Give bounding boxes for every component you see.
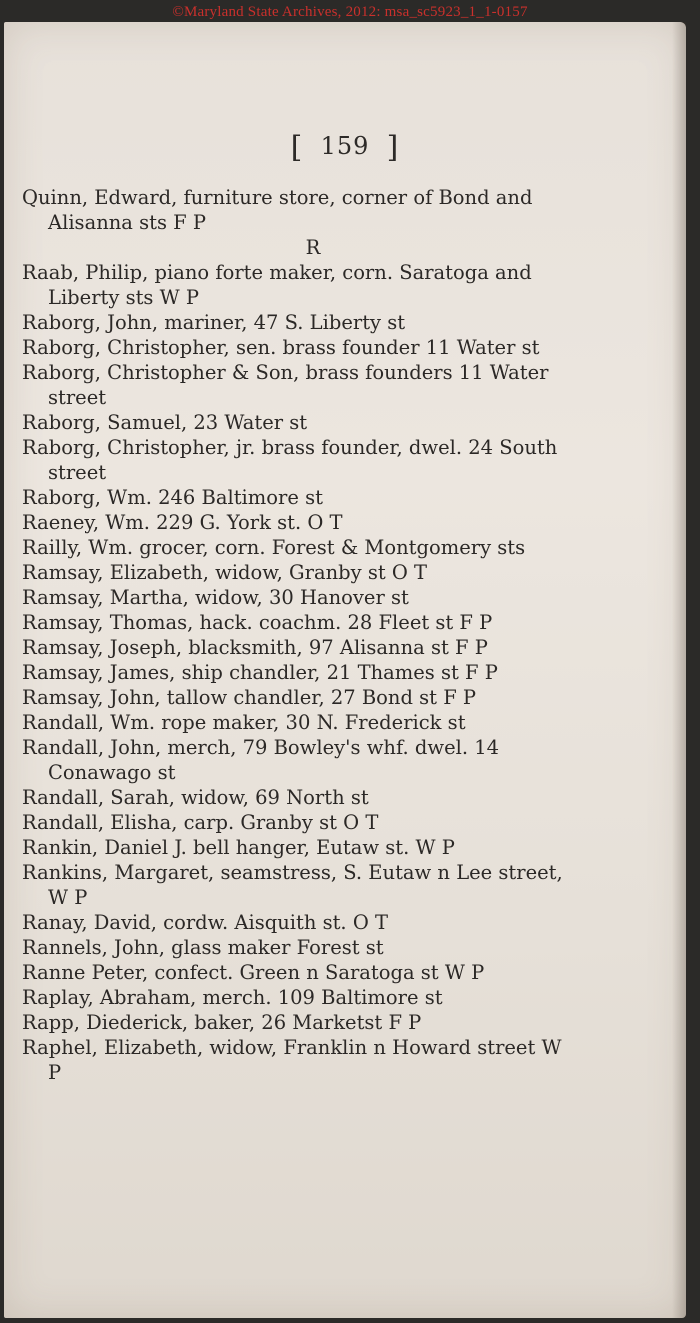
directory-entry: Raeney, Wm. 229 G. York st. O T (22, 511, 343, 534)
directory-entry: Randall, Elisha, carp. Granby st O T (22, 811, 379, 834)
directory-entry: Rankin, Daniel J. bell hanger, Eutaw st. W P (22, 836, 455, 859)
directory-entry: Raborg, Christopher, jr. brass founder, dwel. 24 South street (22, 436, 558, 484)
section-letter: R (305, 236, 321, 259)
directory-entry: Randall, Wm. rope maker, 30 N. Frederick st (22, 711, 466, 734)
directory-entry: Ramsay, John, tallow chandler, 27 Bond st F P (22, 686, 477, 709)
directory-entry: Randall, Sarah, widow, 69 North st (22, 786, 369, 809)
directory-entry: Raborg, Wm. 246 Baltimore st (22, 486, 323, 509)
directory-entry: Randall, John, merch, 79 Bowley's whf. dwel. 14 Conawago st (22, 736, 500, 784)
directory-page (4, 22, 686, 1318)
directory-entry: Rannels, John, glass maker Forest st (22, 936, 384, 959)
directory-entries (22, 185, 574, 1085)
directory-entry: Raborg, Christopher, sen. brass founder 11 Water st (22, 336, 540, 359)
page-number: 159 (320, 132, 370, 160)
directory-entry: Raborg, Christopher & Son, brass founders 11 Water street (22, 361, 549, 409)
directory-entry: Rankins, Margaret, seamstress, S. Eutaw n Lee street, W P (22, 861, 563, 909)
directory-entry: Raab, Philip, piano forte maker, corn. Saratoga and Liberty sts W P (22, 261, 532, 309)
directory-entry: Ramsay, Martha, widow, 30 Hanover st (22, 586, 409, 609)
directory-entry: Ramsay, Elizabeth, widow, Granby st O T (22, 561, 428, 584)
directory-entry: Raplay, Abraham, merch. 109 Baltimore st (22, 986, 443, 1009)
directory-entry: Ramsay, Thomas, hack. coachm. 28 Fleet st F P (22, 611, 493, 634)
directory-entry: Quinn, Edward, furniture store, corner of Bond and Alisanna sts F P (22, 186, 533, 234)
directory-entry: Ranne Peter, confect. Green n Saratoga st W P (22, 961, 485, 984)
directory-entry: Ranay, David, cordw. Aisquith st. O T (22, 911, 389, 934)
directory-entry: Ramsay, James, ship chandler, 21 Thames st F P (22, 661, 498, 684)
archive-watermark: ©Maryland State Archives, 2012: msa_sc5923_1_1-0157 (172, 4, 528, 20)
page-edge-shadow (672, 22, 686, 1318)
directory-entry: Raphel, Elizabeth, widow, Franklin n Howard street W P (22, 1036, 562, 1084)
page-header: [ 159 ] (290, 130, 400, 165)
directory-entry: Raborg, John, mariner, 47 S. Liberty st (22, 311, 406, 334)
directory-entry: Railly, Wm. grocer, corn. Forest & Montgomery sts (22, 536, 526, 559)
directory-entry: Rapp, Diederick, baker, 26 Marketst F P (22, 1011, 422, 1034)
directory-entry: Raborg, Samuel, 23 Water st (22, 411, 308, 434)
directory-entry: Ramsay, Joseph, blacksmith, 97 Alisanna st F P (22, 636, 488, 659)
